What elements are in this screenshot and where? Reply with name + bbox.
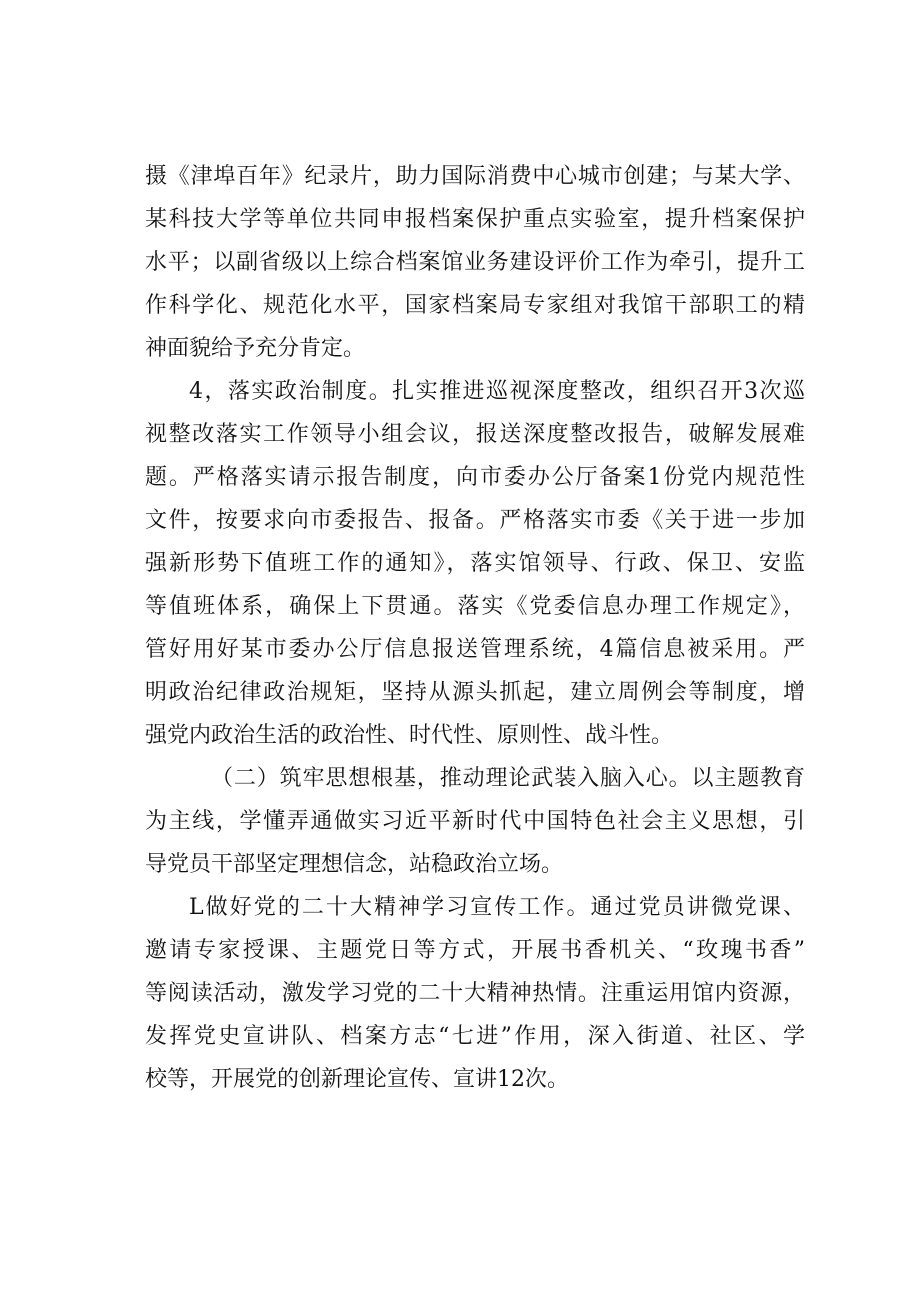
text-line: 作科学化、规范化水平，国家档案局专家组对我馆干部职工的精 [145, 293, 805, 318]
paragraph [145, 886, 805, 1101]
text-line: 强党内政治生活的政治性、时代性、原则性、战斗性。 [145, 723, 674, 748]
text-line: 为主线，学懂弄通做实习近平新时代中国特色社会主义思想，引 [145, 809, 805, 834]
text-line: 明政治纪律政治规矩，坚持从源头抓起，建立周例会等制度，增 [145, 680, 805, 705]
text-line: 强新形势下值班工作的通知》，落实馆领导、行政、保卫、安监 [145, 551, 805, 576]
text-line: 导党员干部坚定理想信念，站稳政治立场。 [145, 852, 564, 877]
paragraph [145, 370, 805, 757]
text-line: 神面貌给予充分肯定。 [145, 336, 366, 361]
text-line: L做好党的二十大精神学习宣传工作。通过党员讲微党课、 [189, 895, 805, 920]
text-line: 等阅读活动，激发学习党的二十大精神热情。注重运用馆内资源， [145, 981, 805, 1006]
text-line: 某科技大学等单位共同申报档案保护重点实验室，提升档案保护 [145, 207, 805, 232]
text-line: 管好用好某市委办公厅信息报送管理系统，4篇信息被采用。严 [145, 637, 805, 662]
paragraph [145, 757, 805, 886]
text-line: 校等，开展党的创新理论宣传、宣讲12次。 [145, 1067, 569, 1092]
text-line: 发挥党史宣讲队、档案方志“七进”作用，深入街道、社区、学 [145, 1024, 805, 1049]
text-line: 邀请专家授课、主题党日等方式，开展书香机关、“玫瑰书香” [145, 938, 805, 963]
text-line: 等值班体系，确保上下贯通。落实《党委信息办理工作规定》， [145, 594, 805, 619]
paragraph [145, 155, 805, 370]
text-line: 文件，按要求向市委报告、报备。严格落实市委《关于进一步加 [145, 508, 805, 533]
text-line: 水平；以副省级以上综合档案馆业务建设评价工作为牵引，提升工 [145, 250, 805, 275]
text-line: 视整改落实工作领导小组会议，报送深度整改报告，破解发展难 [145, 422, 805, 447]
text-line: 摄《津埠百年》纪录片，助力国际消费中心城市创建；与某大学、 [145, 164, 805, 189]
text-line: 题。严格落实请示报告制度，向市委办公厅备案1份党内规范性 [145, 465, 805, 490]
text-line: （二）筑牢思想根基，推动理论武装入脑入心。以主题教育 [211, 766, 805, 791]
text-line: 4，落实政治制度。扎实推进巡视深度整改，组织召开3次巡 [189, 379, 805, 404]
body-text [145, 155, 805, 1101]
